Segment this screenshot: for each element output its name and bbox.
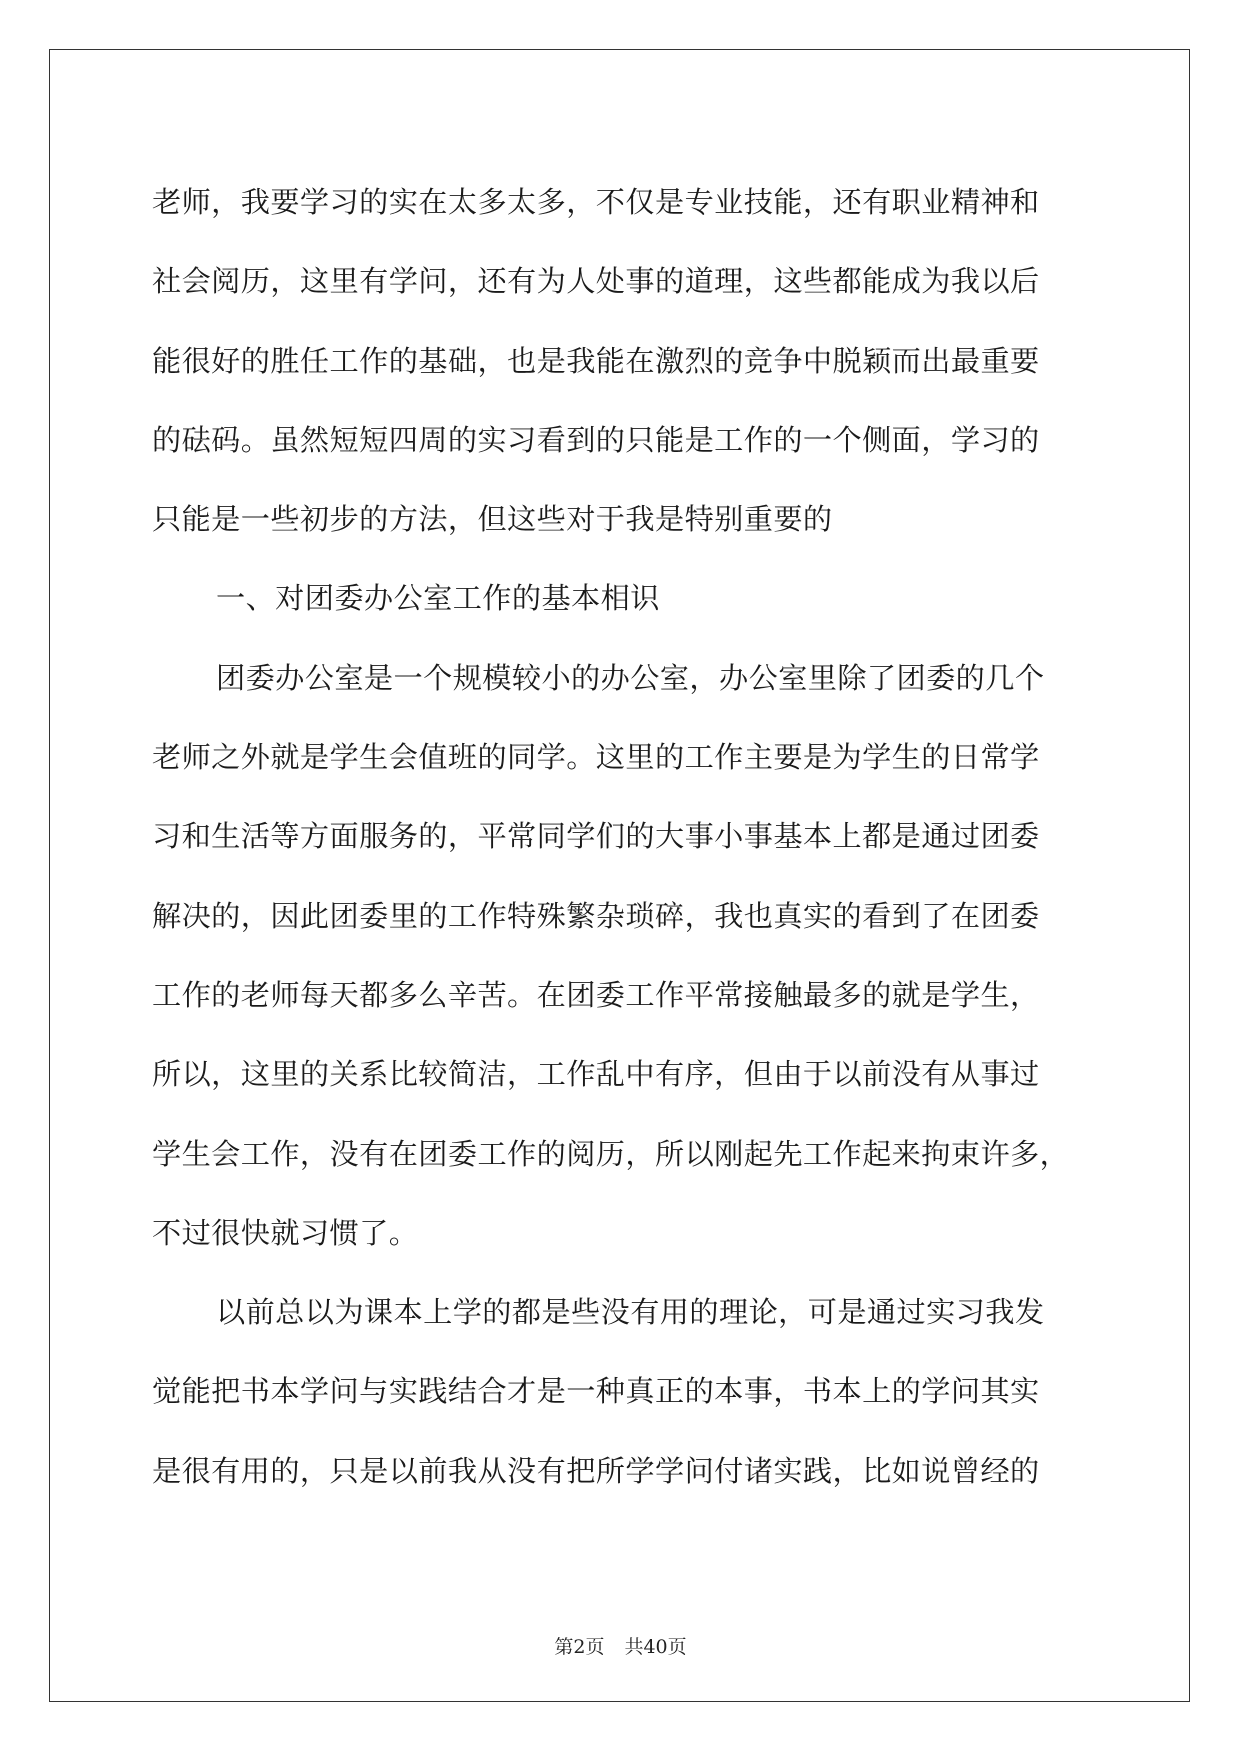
text-line: 所以，这里的关系比较简洁，工作乱中有序，但由于以前没有从事过 [152,1057,1040,1092]
text-line: 的砝码。虽然短短四周的实习看到的只能是工作的一个侧面，学习的 [152,422,1040,457]
text-line: 是很有用的，只是以前我从没有把所学学问付诸实践，比如说曾经的 [152,1453,1040,1488]
page-total: 共40页 [624,1636,687,1658]
text-line: 工作的老师每天都多么辛苦。在团委工作平常接触最多的就是学生， [152,977,1040,1012]
page-number: 第2页 [554,1636,605,1658]
text-line: 觉能把书本学问与实践结合才是一种真正的本事，书本上的学问其实 [152,1374,1040,1409]
text-line: 习和生活等方面服务的，平常同学们的大事小事基本上都是通过团委 [152,819,1040,854]
text-line: 老师，我要学习的实在太多太多，不仅是专业技能，还有职业精神和 [152,185,1040,219]
text-line: 只能是一些初步的方法，但这些对于我是特别重要的 [152,502,833,537]
text-line: 以前总以为课本上学的都是些没有用的理论，可是通过实习我发 [216,1295,1045,1330]
text-line: 不过很快就习惯了。 [152,1215,419,1250]
text-line: 解决的，因此团委里的工作特殊繁杂琐碎，我也真实的看到了在团委 [152,898,1040,933]
section-heading: 一、对团委办公室工作的基本相识 [216,581,660,616]
text-line: 老师之外就是学生会值班的同学。这里的工作主要是为学生的日常学 [152,740,1040,775]
text-line: 学生会工作，没有在团委工作的阅历，所以刚起先工作起来拘束许多， [152,1136,1070,1171]
text-line: 能很好的胜任工作的基础，也是我能在激烈的竞争中脱颖而出最重要 [152,343,1040,378]
text-line: 社会阅历，这里有学问，还有为人处事的道理，这些都能成为我以后 [152,264,1040,299]
text-line: 团委办公室是一个规模较小的办公室，办公室里除了团委的几个 [216,660,1045,695]
document-body [152,163,1102,1511]
page-footer [0,1632,1241,1659]
